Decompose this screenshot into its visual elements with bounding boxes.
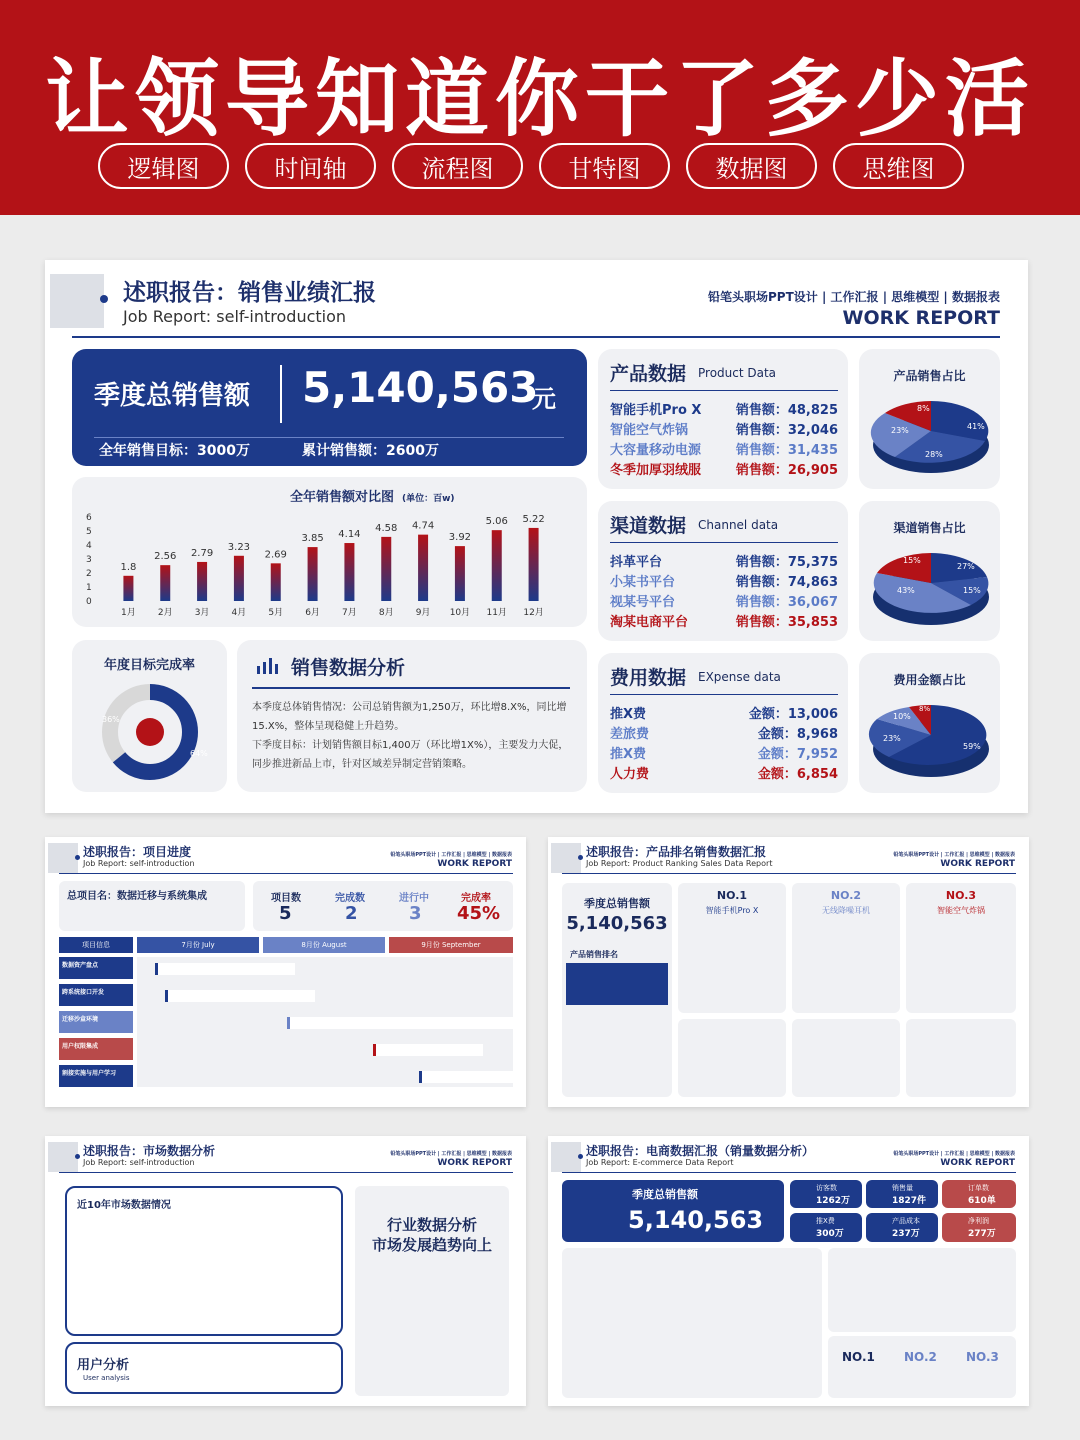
bar [197,562,207,601]
row-name: 小某书平台 [610,575,676,590]
analysis-p1: 本季度总体销售情况：公司总销售额为1,250万，环比增8.X%，同比增15.X%，整体呈现稳健上升趋势。 [252,702,567,732]
bar-value-label: 3.85 [301,533,324,545]
y-tick-label: 0 [86,597,92,607]
gantt-header: 8月份 August [263,937,385,953]
bar [123,576,133,601]
expense-title: 费用数据 [610,667,687,689]
bar [492,530,502,601]
rank-card-2 [792,883,900,1013]
deco-dot [100,295,108,303]
rank-no: NO.3 [945,889,977,902]
brand-text: 铅笔头职场PPT设计 | 工作汇报 | 思维模型 | 数据报表 [893,1151,1015,1157]
bar-value-label: 2.79 [190,547,214,559]
pie-label: 28% [925,450,943,459]
row-name: 智能空气炸锅 [610,423,689,438]
row-name: 冬季加厚羽绒服 [610,463,702,478]
x-tick-label: 12月 [523,608,544,618]
row-key: 销售额： [735,595,788,610]
mini-subtitle: Job Report: E-commerce Data Report [586,1158,734,1167]
mini-chart [792,1019,900,1097]
channel-row [610,611,838,630]
mini-subtitle: Job Report: Product Ranking Sales Data Report [586,859,773,868]
y-tick-label: 3 [86,555,92,565]
deco-dot [578,855,583,860]
row-name: 推X费 [610,707,647,722]
x-tick-label: 5月 [268,608,284,618]
row-value: 8,968 [796,727,838,742]
cumulative-sales: 累计销售额：2600万 [302,443,439,459]
chart-title: 全年销售额对比图 [289,490,395,505]
kpi-label: 销售量 [892,1184,913,1192]
bar [455,546,465,601]
pie-label: 15% [963,586,981,595]
kpi-card [942,1180,1016,1208]
tag-flow[interactable]: 流程图 [392,143,523,189]
quarter-unit: 元 [532,385,556,413]
bar-value-label: 2.56 [154,551,177,563]
row-value: 26,905 [787,463,838,478]
mini-title: 述职报告：产品排名销售数据汇报 [586,845,767,859]
kpi-value: 610单 [968,1196,996,1206]
deco-square [50,274,104,328]
brand-en: WORK REPORT [940,859,1015,869]
mini-title: 述职报告：电商数据汇报（销量数据分析） [586,1144,815,1158]
product-row [610,399,838,418]
rank-product: 无线降噪耳机 [822,906,870,915]
row-value: 32,046 [787,423,838,438]
mini-subtitle: Job Report: self-introduction [83,859,195,868]
tag-logic[interactable]: 逻辑图 [98,143,229,189]
x-tick-label: 8月 [378,608,394,618]
total-value: 5,140,563 [628,1206,764,1234]
product-title: 产品数据 [610,363,687,385]
kpi-card [866,1213,938,1242]
monthly-bar-chart [72,477,587,627]
brand-en: WORK REPORT [940,1158,1015,1168]
expense-card [598,653,848,793]
product-pie [859,349,1000,489]
pie-title: 渠道销售占比 [893,521,966,535]
kpi-card [866,1180,938,1208]
row-value: 35,853 [787,615,838,630]
analysis-p2: 下季度目标：计划销售额目标1,400万（环比增1X%），主要发力大促，同步推进新品上市，针对区域差异制定营销策略。 [252,740,569,770]
divider [610,694,838,695]
channel-pie-card [859,501,1000,641]
bar-value-label: 5.06 [485,516,508,528]
total-label: 季度总销售额 [584,897,650,910]
gantt-header: 7月份 July [137,937,259,953]
bar-value-label: 1.8 [120,561,137,573]
pie-label: 23% [891,426,909,435]
industry-title: 行业数据分析 [386,1216,477,1234]
quarter-sales-card [72,349,587,466]
total-label: 季度总销售额 [632,1188,698,1201]
bar [308,547,318,601]
row-value: 74,863 [787,575,838,590]
kpi-card [790,1180,862,1208]
row-value: 13,006 [787,707,838,722]
tag-mind[interactable]: 思维图 [833,143,964,189]
brand-en: WORK REPORT [437,859,512,869]
row-key: 销售额： [735,443,788,458]
expense-row [610,723,838,742]
brand-text: 铅笔头职场PPT设计 | 工作汇报 | 思维模型 | 数据报表 [708,290,1000,304]
project-name: 总项目名：数据迁移与系统集成 [67,891,207,902]
row-name: 抖革平台 [610,555,663,570]
bar [529,528,539,601]
gantt-header: 9月份 September [389,937,513,953]
bar [418,535,428,601]
top-banner [0,0,1080,215]
row-name: 推X费 [610,747,647,762]
rank-title: 产品销售排名 [570,950,618,959]
row-key: 销售额： [735,463,788,478]
expense-row [610,763,838,782]
market-chart [65,1186,343,1336]
hot-rank: NO.3 [966,1350,999,1364]
deco-dot [75,855,80,860]
kpi-card [942,1213,1016,1242]
ecom-trend-panel [562,1248,822,1398]
rank-no: NO.1 [716,889,748,902]
tag-gantt[interactable]: 甘特图 [539,143,670,189]
bar-value-label: 4.14 [338,529,361,541]
gantt-task: 用户权限集成 [59,1038,133,1060]
pie-label: 8% [917,404,930,413]
x-tick-label: 7月 [342,608,357,618]
pie-label: 10% [893,712,911,721]
product-title-en: Product Data [698,366,777,380]
product-row [610,419,838,438]
row-key: 销售额： [735,403,788,418]
slide-title: 述职报告：销售业绩汇报 [123,280,376,306]
x-tick-label: 2月 [157,608,173,618]
deco-dot [75,1154,80,1159]
rank-card-1 [678,883,786,1013]
row-key: 销售额： [735,555,788,570]
total-value: 5,140,563 [566,913,668,934]
expense-pie-card [859,653,1000,793]
gantt-task: 数据资产盘点 [59,957,133,979]
divider [610,390,838,391]
kpi-value: 1827件 [892,1196,927,1206]
channel-row [610,591,838,610]
analysis-title: 销售数据分析 [291,657,406,679]
market-chart-title: 近10年市场数据情况 [77,1200,171,1211]
expense-title-en: EXpense data [698,670,781,684]
channel-pie [859,501,1000,641]
channel-card [598,501,848,641]
stat-value: 2 [345,903,358,924]
pie-label: 8% [919,705,931,713]
tag-list [98,143,964,189]
row-key: 金额： [757,747,797,762]
monthly-chart-card [72,477,587,627]
row-key: 金额： [748,707,788,722]
kpi-label: 推X费 [816,1217,835,1225]
stat-label: 进行中 [399,893,429,904]
divider [280,365,282,423]
row-value: 48,825 [787,403,838,418]
bar [344,543,354,601]
kpi-value: 277万 [968,1229,996,1239]
x-tick-label: 1月 [121,608,136,618]
pie-label: 41% [967,422,985,431]
brand-text: 铅笔头职场PPT设计 | 工作汇报 | 思维模型 | 数据报表 [390,1151,512,1157]
done-label: 64% [190,749,208,758]
row-value: 6,854 [796,767,838,782]
main-slide [45,260,1028,813]
pie-label: 23% [883,734,901,743]
bar-value-label: 3.23 [227,541,251,553]
mini-chart [906,1019,1016,1097]
slide-product-ranking [548,837,1029,1107]
completion-title: 年度目标完成率 [103,658,195,673]
mini-chart [678,1019,786,1097]
bar-value-label: 4.58 [375,522,398,534]
row-value: 7,952 [796,747,838,762]
row-key: 销售额： [735,615,788,630]
channel-title-en: Channel data [698,518,779,532]
kpi-value: 1262万 [816,1196,851,1206]
gantt-grid [137,957,513,1087]
analysis-card [237,640,587,792]
pie-label: 43% [897,586,915,595]
deco-dot [578,1154,583,1159]
slide-subtitle: Job Report: self-introduction [123,307,347,326]
slide-ecommerce [548,1136,1029,1406]
divider [252,687,570,689]
bar-value-label: 2.69 [264,549,287,561]
gantt-task: 迁移沙盒环境 [59,1011,133,1033]
kpi-label: 访客数 [816,1184,837,1192]
rank-no: NO.2 [830,889,862,902]
completion-card [72,640,227,792]
row-name: 大容量移动电源 [610,443,702,458]
gantt-header: 项目信息 [59,937,133,953]
divider [610,542,838,543]
bar-value-label: 4.74 [411,520,435,532]
row-key: 销售额： [735,423,788,438]
kpi-label: 订单数 [968,1184,989,1192]
rank-product: 智能空气炸锅 [937,906,985,915]
y-tick-label: 5 [86,527,92,537]
bar-value-label: 5.22 [522,513,545,525]
kpi-label: 产品成本 [892,1217,920,1225]
stat-label: 完成率 [461,893,491,904]
expense-row [610,743,838,762]
hot-rank: NO.1 [842,1350,875,1364]
industry-subtitle: 市场发展趋势向上 [371,1236,492,1254]
project-info [59,881,245,931]
row-value: 75,375 [787,555,838,570]
y-tick-label: 2 [86,569,92,579]
stat-value: 5 [279,903,292,924]
user-analysis [65,1342,343,1394]
mini-title: 述职报告：市场数据分析 [83,1144,216,1158]
product-row [610,439,838,458]
stat-label: 完成数 [335,893,365,904]
bar-value-label: 3.92 [448,532,472,544]
divider [94,437,564,438]
ecom-total-card [562,1180,784,1242]
rank-product: 智能手机Pro X [705,906,759,915]
year-target: 全年销售目标：3000万 [99,443,250,459]
y-tick-label: 4 [86,541,92,551]
expense-row [610,703,838,722]
product-card [598,349,848,489]
brand-text: 铅笔头职场PPT设计 | 工作汇报 | 思维模型 | 数据报表 [893,852,1015,858]
x-tick-label: 3月 [194,608,210,618]
ecom-hot-products [828,1336,1016,1398]
product-row [610,459,838,478]
x-tick-label: 9月 [415,608,431,618]
x-tick-label: 11月 [486,608,507,618]
project-stats [253,881,513,931]
brand-en: WORK REPORT [842,307,1000,329]
row-key: 销售额： [735,575,788,590]
expense-pie [859,653,1000,793]
product-pie-card [859,349,1000,489]
industry-panel [355,1186,509,1396]
brand-text: 铅笔头职场PPT设计 | 工作汇报 | 思维模型 | 数据报表 [390,852,512,858]
slide-project-progress [45,837,526,1107]
money-bag-icon [136,718,164,746]
pie-title: 产品销售占比 [893,369,966,383]
row-name: 智能手机Pro X [610,403,702,418]
row-value: 31,435 [787,443,838,458]
tag-timeline[interactable]: 时间轴 [245,143,376,189]
mini-title: 述职报告：项目进度 [83,845,192,859]
gantt-task: 割接实施与用户学习 [59,1065,133,1087]
slide-market-analysis [45,1136,526,1406]
stat-value: 3 [409,903,422,924]
mini-subtitle: Job Report: self-introduction [83,1158,195,1167]
banner-title: 让领导知道你干了多少活 [44,50,1035,148]
channel-row [610,571,838,590]
kpi-value: 300万 [816,1229,844,1239]
row-key: 金额： [757,727,797,742]
y-tick-label: 6 [86,513,92,523]
kpi-label: 净利润 [968,1217,989,1225]
tag-data[interactable]: 数据图 [686,143,817,189]
row-name: 差旅费 [610,727,650,742]
quarter-value: 5,140,563 [302,363,539,412]
pie-label: 59% [963,742,981,751]
row-name: 视某号平台 [610,595,676,610]
chart-unit: (单位：百w) [402,494,455,504]
rank-card-3 [906,883,1016,1013]
bar [234,556,244,601]
ranking-panel [562,883,672,1097]
completion-donut [72,640,227,790]
x-tick-label: 4月 [231,608,247,618]
row-key: 金额： [757,767,797,782]
quarter-label: 季度总销售额 [94,381,251,411]
bar-chart-icon [255,654,281,676]
stat-value: 45% [457,903,501,924]
bar [381,537,391,601]
rest-label: 36% [102,715,120,724]
user-title: 用户分析 [77,1358,130,1373]
x-tick-label: 10月 [449,608,471,618]
user-title-en: User analysis [83,1374,130,1382]
kpi-value: 237万 [892,1229,920,1239]
pie-label: 15% [903,556,921,565]
row-name: 淘某电商平台 [610,615,689,630]
row-name: 人力费 [610,767,650,782]
bar [160,565,170,601]
row-value: 36,067 [787,595,838,610]
pie-label: 27% [957,562,975,571]
pie-title: 费用金额占比 [893,673,966,687]
bar [271,563,281,601]
channel-row [610,551,838,570]
ecom-platform-panel [828,1248,1016,1332]
brand-en: WORK REPORT [437,1158,512,1168]
hot-rank: NO.2 [904,1350,937,1364]
stat-label: 项目数 [271,893,301,904]
kpi-card [790,1213,862,1242]
x-tick-label: 6月 [305,608,320,618]
y-tick-label: 1 [86,583,92,593]
channel-title: 渠道数据 [610,515,687,537]
gantt-task: 跨系统接口开发 [59,984,133,1006]
header-divider [72,336,1000,338]
